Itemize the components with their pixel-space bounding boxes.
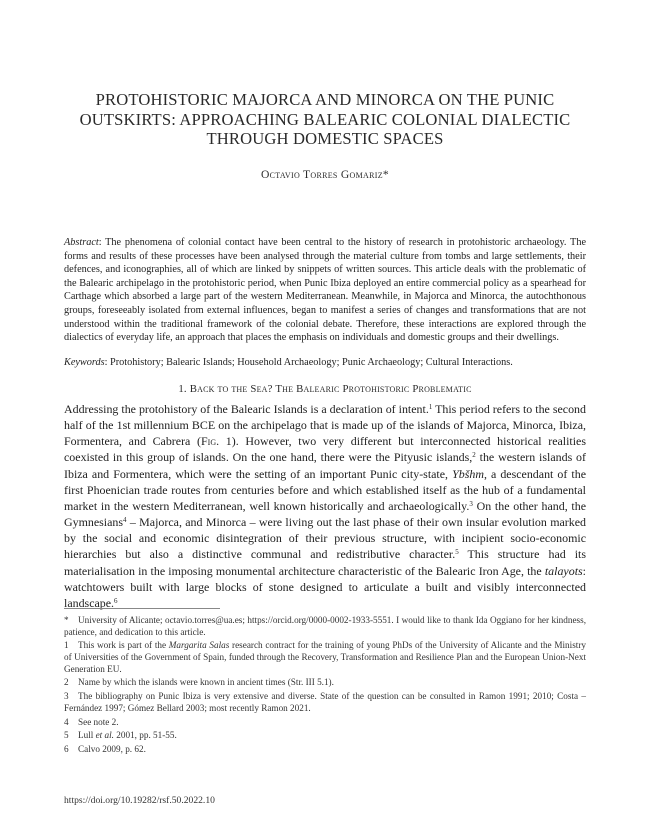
footnote-mark: 6: [64, 744, 69, 755]
footnote-mark: *: [64, 615, 69, 625]
footnote-text: Margarita Salas: [168, 640, 230, 651]
footnotes: [64, 615, 586, 758]
footnote-mark: 4: [64, 716, 69, 727]
footnote-ref-4[interactable]: 4: [123, 516, 127, 525]
body-text-9: : watchtowers built with large blocks of stone designed to articulate a built and visibly interconnected landscape.: [64, 563, 586, 610]
footnote-text: Name by which the islands were known in ancient times (Str. III 5.1).: [78, 677, 334, 688]
footnote-text: 2001, pp. 51-55.: [113, 730, 177, 741]
footnote-text: Lull: [78, 730, 96, 741]
footnote-ref-6[interactable]: 6: [114, 596, 118, 605]
body-text-7: – Majorca, and Minorca – were living out the last phase of their own insular evolution marked by the social and economic disintegration of their previous structure, with incipient socio-economic hierarchies but also a distinctive communal and redistributive character.: [64, 515, 586, 562]
footnote-text: The bibliography on Punic Ibiza is very extensive and diverse. State of the question can be consulted in Ramon 1991; 2010; Costa – Fernández 1997; Gómez Bellard 2003; most recently Ramon 2021.: [64, 691, 586, 713]
footnote-mark: 3: [64, 691, 69, 702]
body-text-1: Addressing the protohistory of the Balearic Islands is a declaration of intent.: [64, 402, 429, 416]
body-text-2: This period refers to the second half of the 1st millennium BCE on the archipelago that is made up of the islands of Majorca, Minorca, Ibiza, Formentera, and Cabrera (: [64, 402, 586, 449]
body-text-5: , a descendant of the first Phoenician trade routes from centuries before and which established itself as the hub of a fundamental market in the western Mediterranean, well known historically and archaeologically.: [64, 466, 586, 513]
body-text-3: 1). However, two very different but interconnected historical realities coexisted in this group of islands. On the one hand, there were the Pityusic islands,: [64, 434, 587, 465]
footnote-ref-3[interactable]: 3: [469, 499, 473, 508]
footnote-ref-5[interactable]: 5: [455, 548, 459, 557]
footnote-text: See note 2.: [78, 716, 119, 727]
body-paragraph: [64, 401, 586, 611]
body-text-6: On the other hand, the Gymnesians: [64, 498, 586, 530]
footnote: [64, 730, 586, 742]
footnote-divider: [64, 608, 220, 609]
body-text-4: the western islands of Ibiza and Formentera, which were the setting of an important Punic city-state,: [64, 450, 587, 481]
footnote-ref-2[interactable]: 2: [472, 451, 476, 460]
footnote-text: This work is part of the: [78, 640, 169, 651]
footnote-text: Calvo 2009, p. 62.: [78, 744, 146, 755]
abstract-label: Abstract: [64, 237, 99, 248]
footnote: [64, 677, 586, 689]
doi-link[interactable]: https://doi.org/10.19282/rsf.50.2022.10: [64, 795, 215, 806]
footnote-mark: 1: [64, 640, 69, 651]
keywords: [64, 356, 586, 370]
keywords-label: Keywords: [64, 357, 105, 368]
footnote-mark: 5: [64, 730, 69, 741]
footnote-text: et al.: [95, 730, 114, 741]
keywords-text: : Protohistory; Balearic Islands; Household Archaeology; Punic Archaeology; Cultural Interactions.: [104, 357, 513, 368]
article-title: [60, 90, 590, 149]
body-text-8: This structure had its materialisation in the imposing monumental architecture characteristic of the Balearic Iron Age, the: [64, 547, 586, 578]
abstract-text: : The phenomena of colonial contact have been central to the history of research in protohistoric archaeology. The forms and results of these processes have been analysed through the material culture from tombs and large settlements, their defences, and iconographies, all of which are linked by snippets of written sources. This article deals with the problematic of the Balearic archipelago in the protohistoric period, when Punic Ibiza deployed an entire commercial policy as a spearhead for Carthage which absorbed a large part of the western Mediterranean. Meanwhile, in Majorca and Minorca, the autochthonous groups, foreseeably isolated from external influences, began to manifest a series of changes and transformations that are not understood within the traditional framework of the colonial debate. Therefore, these interactions are explored through the dialectics of everyday life, an approach that places the emphasis on individuals and domestic groups and their dwellings.: [64, 237, 586, 344]
section-heading: 1. Back to the Sea? The Balearic Protohistoric Problematic: [178, 383, 472, 395]
footnote: [64, 615, 586, 638]
footnote-text: research contract for the training of young PhDs of the University of Alicante and the Ministry of Universities of the Government of Spain, funded through the Recovery, Transformation and Resilience Plan and the European Union-Next Generation EU.: [64, 640, 586, 674]
footnote-text: University of Alicante; octavio.torres@ua.es; https://orcid.org/0000-0002-1933-5551. I would like to thank Ida Oggiano for her kindness, patience, and dedication to this article.: [64, 615, 586, 637]
figure-ref[interactable]: Fig.: [201, 434, 220, 449]
title-line-2: OUTSKIRTS: APPROACHING BALEARIC COLONIAL DIALECTIC: [79, 109, 571, 129]
footnote-ref-1[interactable]: 1: [428, 403, 433, 411]
title-line-3: THROUGH DOMESTIC SPACES: [206, 129, 444, 149]
talayots-term: talayots: [544, 563, 583, 578]
abstract: [64, 236, 586, 345]
footnote: [64, 640, 586, 675]
footnote-mark: 2: [64, 677, 69, 688]
footnote: [64, 691, 586, 714]
ybshm-term: Ybšhm: [452, 466, 484, 481]
author-name: Octavio Torres Gomariz*: [261, 168, 389, 181]
footnote: [64, 744, 586, 756]
title-line-1: PROTOHISTORIC MAJORCA AND MINORCA ON THE PUNIC: [95, 90, 555, 109]
footnote: [64, 717, 586, 729]
